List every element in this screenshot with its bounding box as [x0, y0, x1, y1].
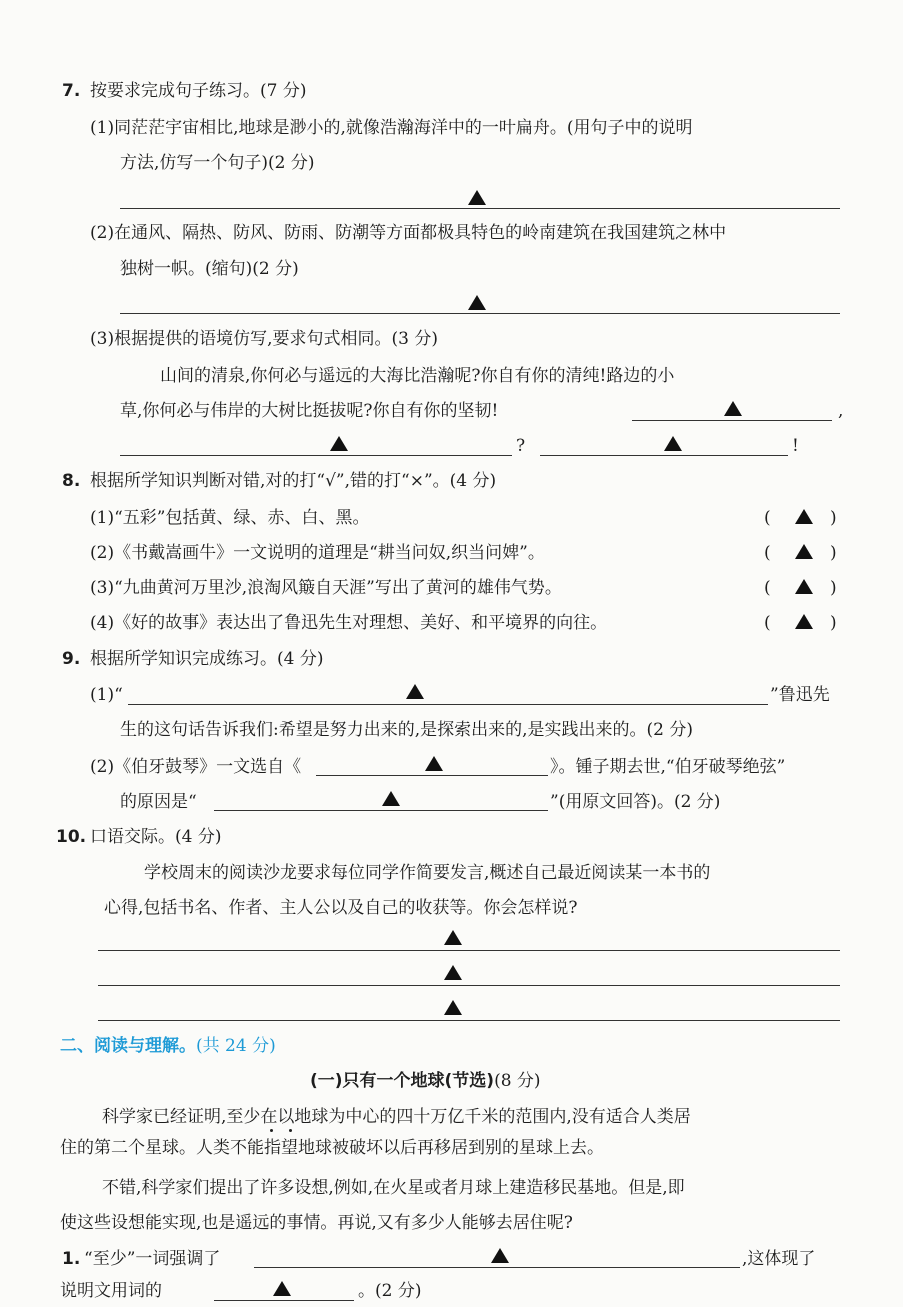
q9-part2-answer-line-a[interactable]: [316, 775, 548, 776]
q10-title: 口语交际。(4 分): [90, 827, 222, 847]
passage-para2-line1: 不错,科学家们提出了许多设想,例如,在火星或者月球上建造移民基地。但是,即: [102, 1178, 685, 1198]
q7-part2-line2: 独树一帜。(缩句)(2 分): [120, 259, 299, 279]
q9-part2-answer-line-b[interactable]: [214, 810, 548, 811]
answer-marker-icon: [444, 1000, 462, 1015]
q7-part1-answer-line[interactable]: [120, 208, 840, 209]
q8-item-1: (1)“五彩”包括黄、绿、赤、白、黑。: [90, 508, 370, 528]
answer-marker-icon[interactable]: [795, 509, 813, 524]
passage-para2-line2: 使这些设想能实现,也是遥远的事情。再说,又有多少人能够去居住呢?: [60, 1213, 573, 1233]
q9-part1-answer-line[interactable]: [128, 704, 768, 705]
q8-item-4: (4)《好的故事》表达出了鲁迅先生对理想、美好、和平境界的向往。: [90, 613, 608, 633]
q7-part1-line1: (1)同茫茫宇宙相比,地球是渺小的,就像浩瀚海洋中的一叶扁舟。(用句子中的说明: [90, 118, 693, 138]
q8-item-2: (2)《书戴嵩画牛》一文说明的道理是“耕当问奴,织当问婢”。: [90, 543, 545, 563]
paren-open: (: [764, 578, 771, 598]
q9-part2-close: 》。锺子期去世,“伯牙破琴绝弦”: [550, 757, 786, 777]
emphasis-dot: [289, 1129, 292, 1132]
paren-open: (: [764, 508, 771, 528]
q7-part3-line2: 山间的清泉,你何必与遥远的大海比浩瀚呢?你自有你的清纯!路边的小: [160, 366, 675, 386]
q10-answer-line-1[interactable]: [98, 950, 840, 951]
section2-heading: [60, 1035, 276, 1057]
q7-part2-answer-line[interactable]: [120, 313, 840, 314]
answer-marker-icon: [425, 756, 443, 771]
q9-number: 9.: [62, 649, 81, 669]
answer-marker-icon: [468, 190, 486, 205]
r1-text-d: 。(2 分): [358, 1281, 422, 1301]
answer-marker-icon: [406, 684, 424, 699]
q8-number: 8.: [62, 471, 81, 491]
r1-text-c: 说明文用词的: [60, 1281, 162, 1301]
q9-part1-line2: 生的这句话告诉我们:希望是努力出来的,是探索出来的,是实践出来的。(2 分): [120, 720, 694, 740]
answer-marker-icon[interactable]: [795, 614, 813, 629]
paren-open: (: [764, 543, 771, 563]
r1-text-a: “至少”一词强调了: [84, 1249, 221, 1269]
q7-part3-line1: (3)根据提供的语境仿写,要求句式相同。(3 分): [90, 329, 438, 349]
q10-prompt-line2: 心得,包括书名、作者、主人公以及自己的收获等。你会怎样说?: [104, 898, 578, 918]
emphasis-dot: [270, 1129, 273, 1132]
q9-part1-close: ”鲁迅先: [770, 685, 830, 705]
paren-close: ): [830, 508, 837, 528]
q7-part3-answer-line-a[interactable]: [632, 420, 832, 421]
paren-close: ): [830, 543, 837, 563]
q7-part1-line2: 方法,仿写一个句子)(2 分): [120, 153, 315, 173]
q7-exclaim: !: [792, 436, 799, 456]
r1-text-b: ,这体现了: [742, 1249, 816, 1269]
section2-title: 二、阅读与理解。: [60, 1036, 196, 1056]
section2-score: (共 24 分): [196, 1036, 276, 1056]
passage-heading: [310, 1070, 541, 1092]
paren-close: ): [830, 613, 837, 633]
q7-question-mark: ?: [516, 436, 526, 456]
passage-para1-line1: 科学家已经证明,至少在以地球为中心的四十万亿千米的范围内,没有适合人类居: [102, 1107, 691, 1127]
paren-close: ): [830, 578, 837, 598]
answer-marker-icon[interactable]: [795, 579, 813, 594]
answer-marker-icon[interactable]: [795, 544, 813, 559]
passage-score: (8 分): [494, 1071, 541, 1091]
paren-open: (: [764, 613, 771, 633]
answer-marker-icon: [444, 930, 462, 945]
q7-part3-line3: 草,你何必与伟岸的大树比挺拔呢?你自有你的坚韧!: [120, 401, 499, 421]
q9-part2-open: (2)《伯牙鼓琴》一文选自《: [90, 757, 302, 777]
answer-marker-icon: [330, 436, 348, 451]
q10-number: 10.: [56, 827, 87, 847]
q8-item-3: (3)“九曲黄河万里沙,浪淘风簸自天涯”写出了黄河的雄伟气势。: [90, 578, 562, 598]
answer-marker-icon: [444, 965, 462, 980]
q7-title: 按要求完成句子练习。(7 分): [90, 81, 307, 101]
q7-number: 7.: [62, 81, 81, 101]
q7-part3-answer-line-b[interactable]: [120, 455, 512, 456]
answer-marker-icon: [382, 791, 400, 806]
q10-answer-line-3[interactable]: [98, 1020, 840, 1021]
q9-part2-line2-close: ”(用原文回答)。(2 分): [550, 792, 721, 812]
answer-marker-icon: [724, 401, 742, 416]
q9-part2-line2-open: 的原因是“: [120, 792, 197, 812]
passage-title: (一)只有一个地球(节选): [310, 1071, 495, 1091]
r1-answer-line-b[interactable]: [214, 1300, 354, 1301]
q9-part1-open: (1)“: [90, 685, 123, 705]
answer-marker-icon: [491, 1248, 509, 1263]
r1-number: 1.: [62, 1249, 81, 1269]
q7-part2-line1: (2)在通风、隔热、防风、防雨、防潮等方面都极具特色的岭南建筑在我国建筑之林中: [90, 223, 727, 243]
passage-para1-line2: 住的第二个星球。人类不能指望地球被破坏以后再移居到别的星球上去。: [60, 1138, 604, 1158]
answer-marker-icon: [664, 436, 682, 451]
answer-marker-icon: [468, 295, 486, 310]
q7-part3-answer-line-c[interactable]: [540, 455, 788, 456]
q7-comma: ,: [838, 401, 844, 421]
q10-prompt-line1: 学校周末的阅读沙龙要求每位同学作简要发言,概述自己最近阅读某一本书的: [144, 863, 711, 883]
q10-answer-line-2[interactable]: [98, 985, 840, 986]
q8-title: 根据所学知识判断对错,对的打“√”,错的打“×”。(4 分): [90, 471, 497, 491]
r1-answer-line-a[interactable]: [254, 1267, 740, 1268]
answer-marker-icon: [273, 1281, 291, 1296]
q9-title: 根据所学知识完成练习。(4 分): [90, 649, 324, 669]
